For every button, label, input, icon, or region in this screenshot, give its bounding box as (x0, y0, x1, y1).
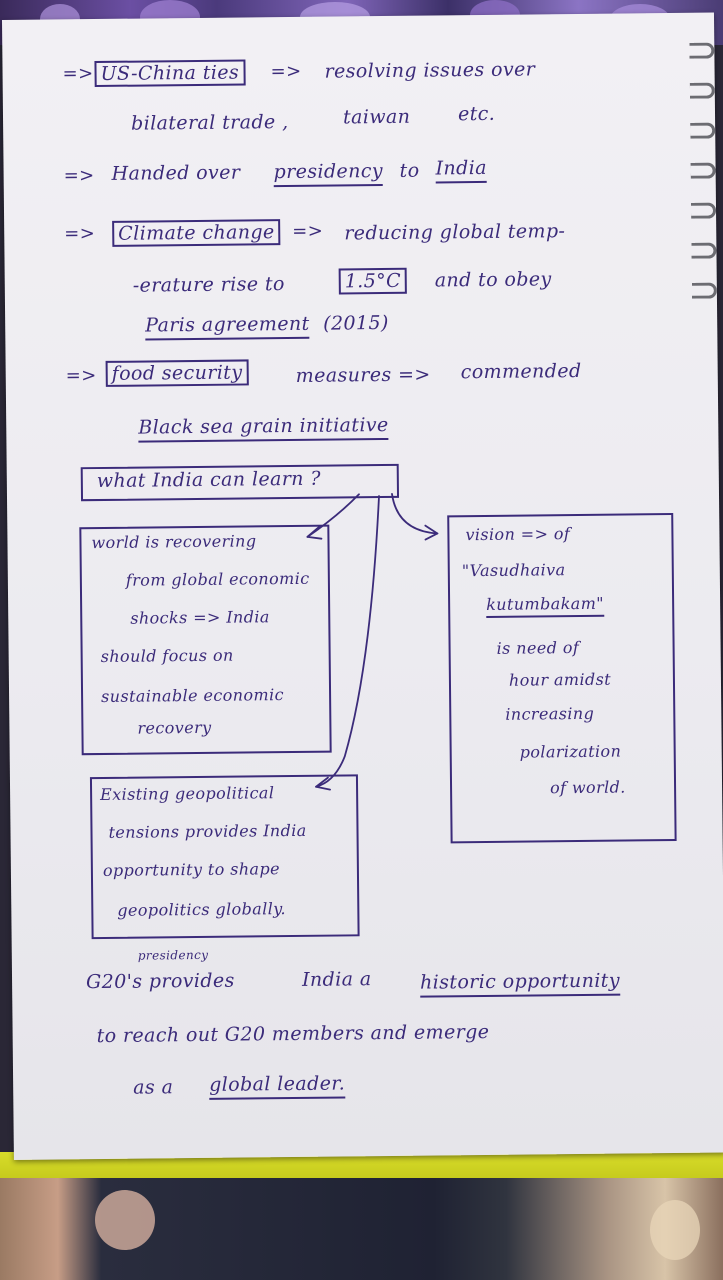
conclusion-underlined: historic opportunity (420, 970, 620, 998)
note-underlined: Black sea grain initiative (138, 414, 389, 443)
box-line: hour amidst (508, 669, 612, 690)
note-text: measures => (295, 363, 431, 387)
box-line: kutumbakam" (486, 594, 604, 618)
bullet-arrow: => (63, 165, 95, 187)
arrow: => (270, 60, 302, 83)
box-line: vision => of (465, 524, 571, 545)
superscript-insert: presidency (137, 947, 209, 963)
conclusion-text: India a (301, 968, 372, 991)
note-text: etc. (457, 102, 496, 126)
box-line: sustainable economic (100, 685, 285, 706)
note-underlined: presidency (273, 160, 383, 187)
topic-climate-change: Climate change (112, 219, 281, 247)
arrow: => (292, 220, 324, 242)
box-line: polarization (519, 741, 622, 762)
note-underlined: Paris agreement (145, 313, 310, 341)
note-text: and to obey (434, 268, 552, 292)
box-line: shocks => India (130, 607, 270, 628)
note-text: resolving issues over (324, 58, 536, 83)
note-text: bilateral trade , (130, 111, 289, 135)
box-line: Existing geopolitical (100, 783, 275, 805)
box-line: from global economic (125, 568, 310, 590)
note-text: to (399, 159, 420, 182)
bullet-arrow: => (64, 223, 96, 245)
notebook-page (2, 13, 723, 1160)
box-line: should focus on (100, 645, 234, 667)
box-line: is need of (496, 637, 580, 658)
note-text: commended (460, 359, 582, 384)
box-line: opportunity to shape (102, 859, 281, 880)
box-line: world is recovering (91, 531, 257, 553)
note-text: (2015) (323, 311, 389, 335)
box-line: of world. (549, 777, 626, 798)
bullet-arrow: => (65, 365, 97, 387)
bullet-arrow: => (62, 63, 94, 85)
note-text: reducing global temp- (344, 220, 566, 245)
box-line: geopolitics globally. (117, 899, 287, 920)
box-line: recovery (137, 717, 212, 738)
box-line: tensions provides India (108, 820, 307, 842)
learn-title: what India can learn ? (96, 467, 322, 493)
flower-pattern (650, 1200, 700, 1260)
conclusion-text: as a (133, 1076, 174, 1099)
note-underlined: India (435, 157, 487, 184)
flower-pattern (95, 1190, 155, 1250)
topic-us-china: US-China ties (94, 59, 245, 87)
note-text: Handed over (111, 161, 241, 185)
box-line: increasing (505, 703, 595, 724)
conclusion-text: G20's provides (85, 969, 235, 994)
note-text: taiwan (342, 105, 411, 129)
box-line: "Vasudhaiva (461, 560, 566, 581)
note-text: -erature rise to (132, 273, 285, 297)
conclusion-text: to reach out G20 members and emerge (96, 1020, 490, 1048)
conclusion-underlined: global leader. (209, 1072, 345, 1099)
temperature-box: 1.5°C (339, 268, 408, 295)
topic-food-security: food security (106, 359, 249, 386)
